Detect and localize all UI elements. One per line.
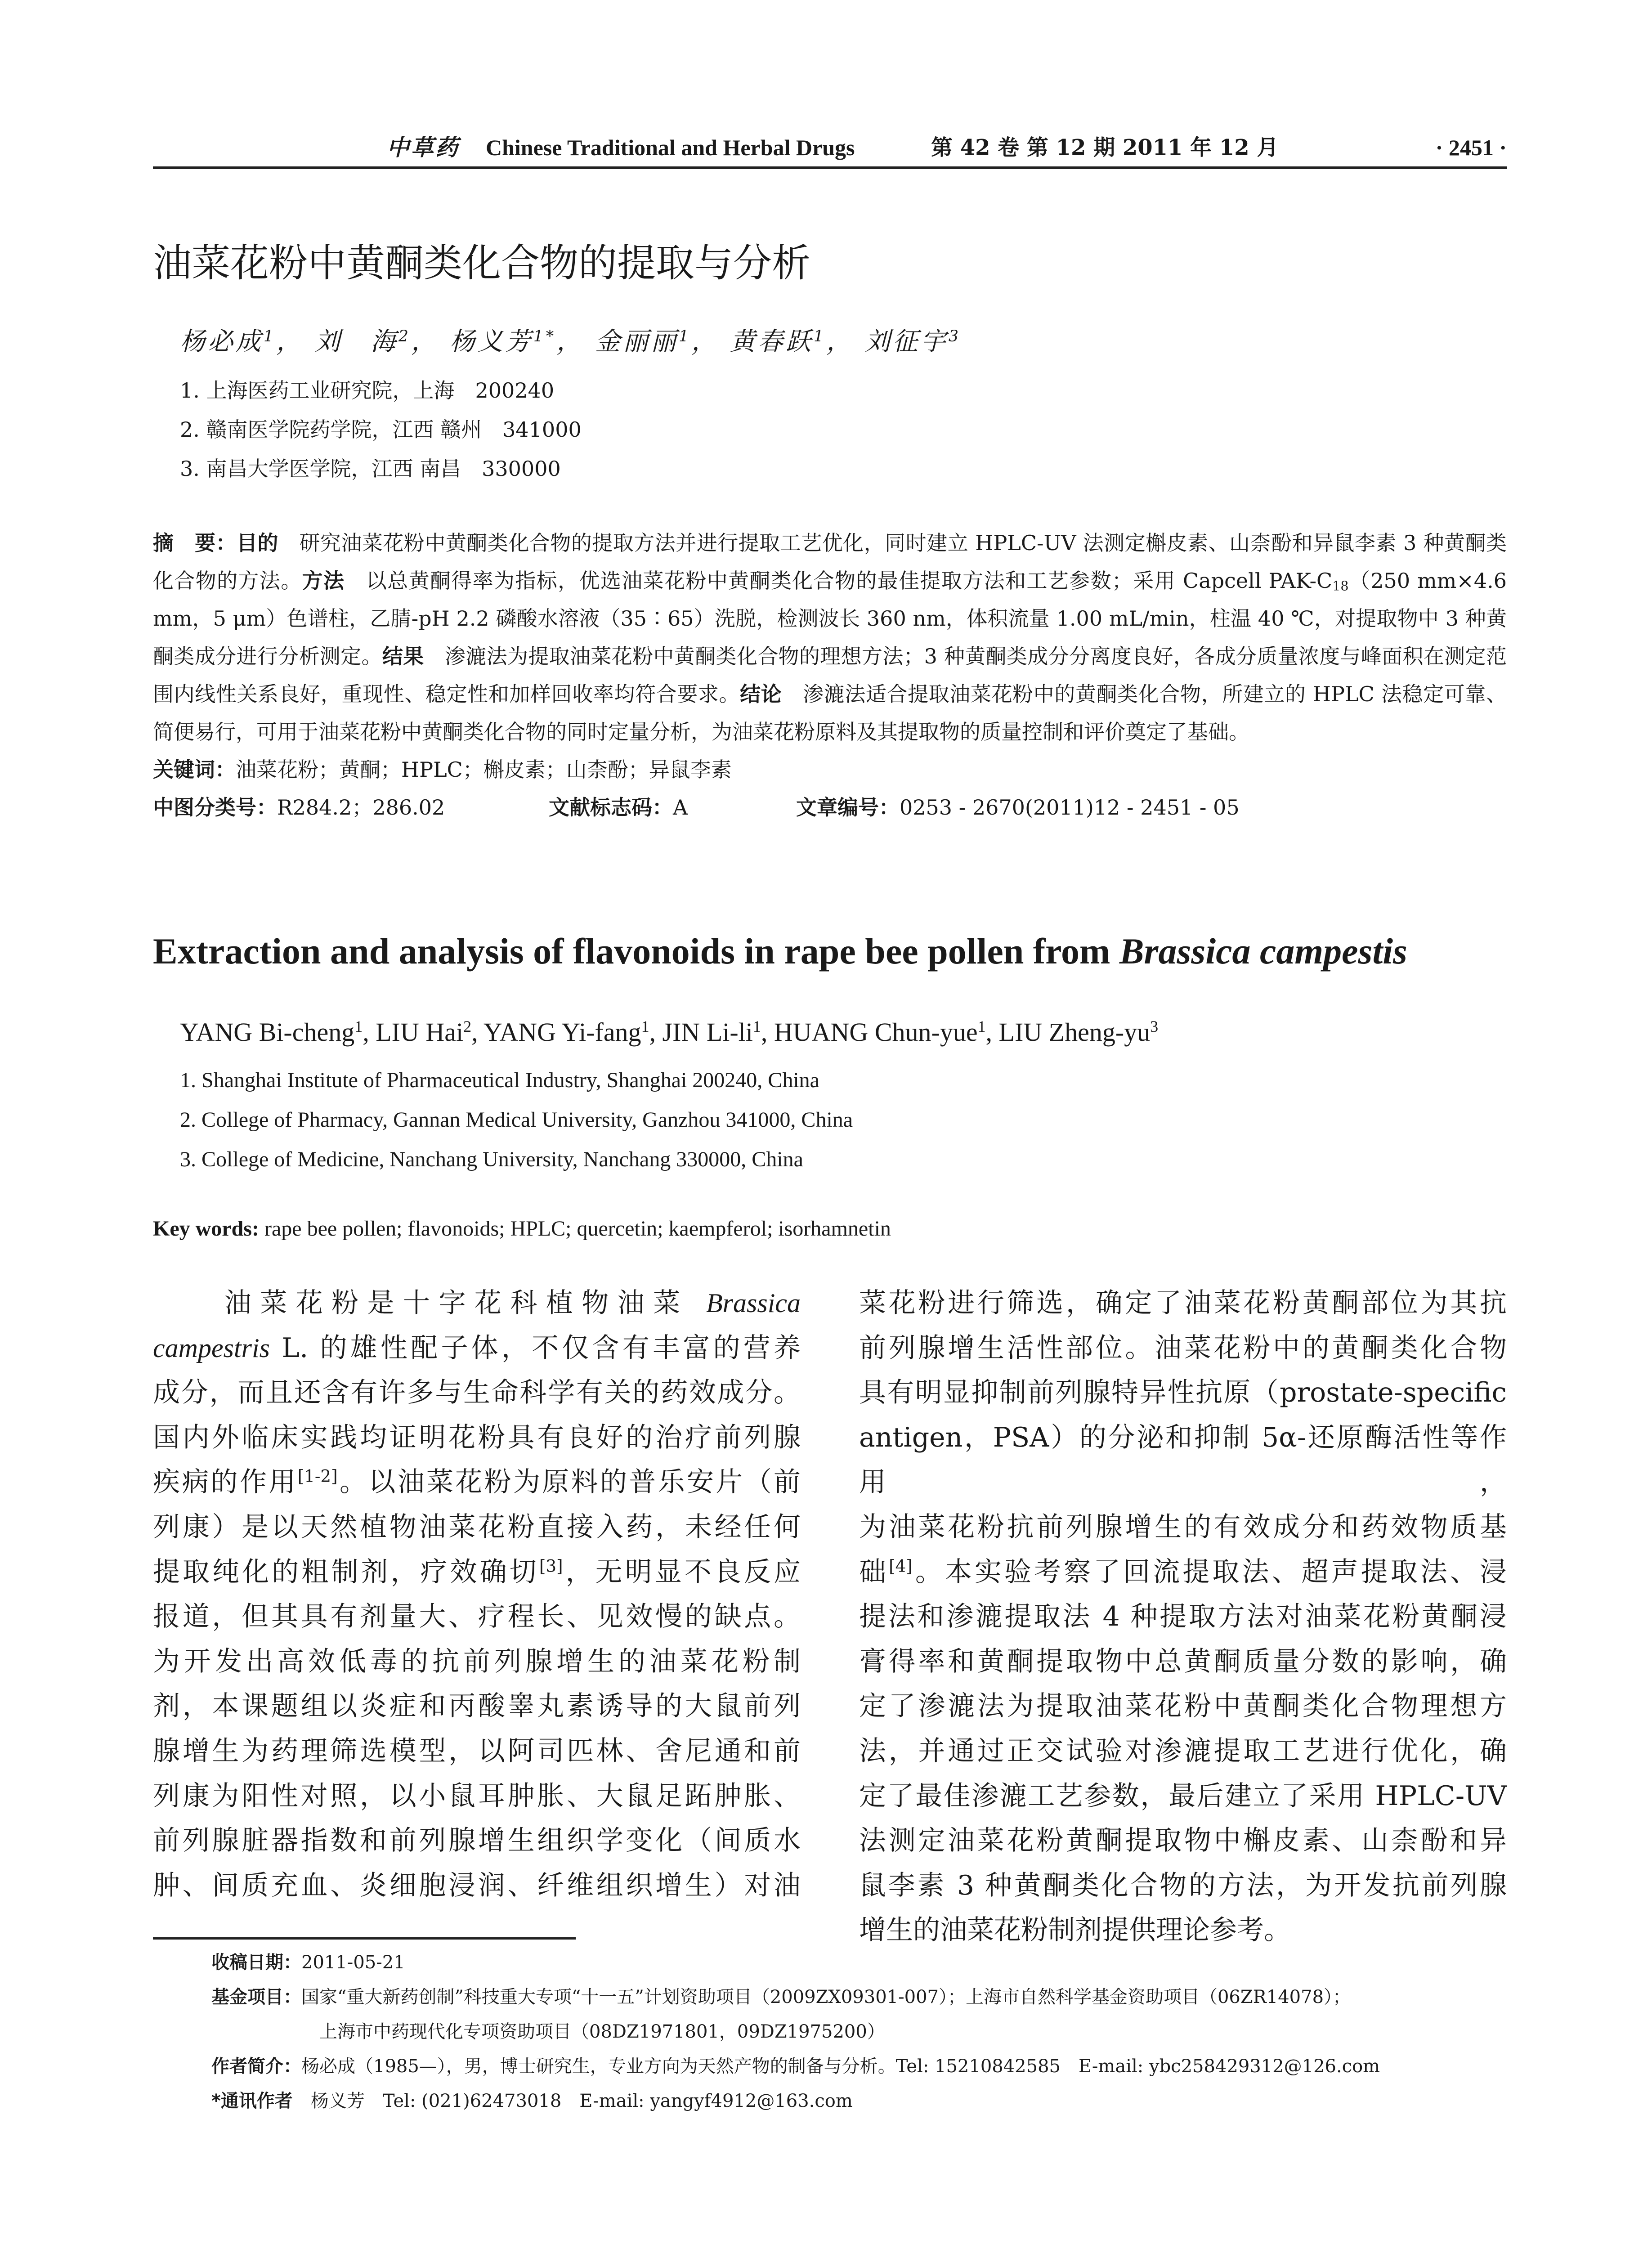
keywords-en-text: rape bee pollen; flavonoids; HPLC; quercetin; kaempferol; isorhamnetin (259, 1217, 891, 1241)
body-text-segment: campestris (153, 1333, 270, 1363)
body-line (859, 1326, 1507, 1371)
body-text-segment: 肿、间质充血、炎细胞浸润、纤维组织增生）对油 (153, 1869, 801, 1901)
footnote-received: 收稿日期：2011-05-21 (211, 1952, 405, 1973)
body-text-segment: 前列腺脏器指数和前列腺增生组织学变化（间质水 (153, 1825, 801, 1857)
affiliations-cn (180, 371, 582, 488)
author-cn: 金丽丽$^1$， (595, 327, 720, 356)
body-line (153, 1774, 801, 1819)
body-text-segment: 定了最佳渗漉工艺参数，最后建立了采用 HPLC-UV (859, 1780, 1507, 1812)
body-line (153, 1864, 801, 1909)
conclusion-label: 结论 (740, 682, 782, 706)
conclusion-text: 渗漉法适合提取油菜花粉中的黄酮类化合物，所建立的 HPLC 法稳定可靠、简便易行，可用于油菜花粉中黄酮类化合物的同时定量分析，为油菜花粉原料及其提取物的质量控制和评价奠定了基础。 (153, 682, 1507, 744)
body-line (153, 1326, 801, 1371)
footnotes (211, 1945, 1507, 2119)
body-text-segment: 为开发出高效低毒的抗前列腺增生的油菜花粉制 (153, 1645, 801, 1677)
author-cn: 杨义芳$^{1*}$， (449, 327, 585, 356)
footnote-rule (153, 1937, 576, 1940)
body-text-segment: 。以油菜花粉为原料的普乐安片（前 (337, 1466, 801, 1498)
clc-field: 中图分类号：R284.2；286.02 (153, 795, 445, 820)
body-line (859, 1819, 1507, 1864)
body-text-segment: Brassica (706, 1288, 801, 1318)
body-text-segment: ，无明显不良反应 (563, 1556, 801, 1588)
authors-en (180, 1012, 1158, 1053)
title-en (153, 927, 1407, 976)
body-line (153, 1371, 801, 1416)
body-line (859, 1864, 1507, 1909)
body-line (859, 1371, 1507, 1416)
body-text-segment: [1-2] (297, 1466, 338, 1486)
body-line (153, 1416, 801, 1461)
body-text-segment: 提取纯化的粗制剂，疗效确切 (153, 1556, 539, 1588)
journal-name-en: Chinese Traditional and Herbal Drugs (486, 135, 855, 160)
keywords-cn-text: 油菜花粉；黄酮；HPLC；槲皮素；山柰酚；异鼠李素 (236, 757, 732, 782)
body-text-segment: 列康为阳性对照，以小鼠耳肿胀、大鼠足跖肿胀、 (153, 1780, 801, 1812)
body-text-segment: 具有明显抑制前列腺特异性抗原（prostate-specific (859, 1377, 1507, 1409)
body-line (859, 1640, 1507, 1685)
journal-name-cn: 中草药 (387, 134, 460, 161)
affiliation-cn: 2. 赣南医学院药学院，江西 赣州 341000 (180, 417, 582, 442)
body-line (859, 1774, 1507, 1819)
body-text-segment: 国内外临床实践均证明花粉具有良好的治疗前列腺 (153, 1421, 801, 1453)
footnote-author: 作者简介：杨必成（1985—），男，博士研究生，专业方向为天然产物的制备与分析。Tel: 15210842585 E-mail: ybc258429312@126.com (211, 2056, 1380, 2077)
author-cn: 杨必成$^1$， (180, 327, 304, 356)
title-en-text: Extraction and analysis of flavonoids in rape bee pollen from (153, 931, 1119, 972)
objective-label: 目的 (236, 531, 278, 555)
body-line (859, 1729, 1507, 1774)
body-text-segment: 剂，本课题组以炎症和丙酸睾丸素诱导的大鼠前列 (153, 1690, 801, 1722)
body-line (153, 1684, 801, 1729)
results-text: 渗漉法为提取油菜花粉中黄酮类化合物的理想方法；3 种黄酮类成分分离度良好，各成分质量浓度与峰面积在测定范围内线性关系良好，重现性、稳定性和加样回收率均符合要求。 (153, 644, 1507, 706)
body-line (153, 1281, 801, 1326)
body-text-segment: antigen，PSA）的分泌和抑制 5α-还原酶活性等作用， (859, 1421, 1507, 1498)
body-line (153, 1640, 801, 1685)
author-cn: 刘 海$^2$， (314, 327, 439, 356)
footnote-fund-cont: 上海市中药现代化专项资助项目（08DZ1971801，09DZ1975200） (319, 2021, 885, 2042)
body-line (153, 1595, 801, 1640)
body-line (153, 1505, 801, 1550)
body-text-segment: 列康）是以天然植物油菜花粉直接入药，未经任何 (153, 1511, 801, 1543)
doc-code-field: 文献标志码：A (549, 795, 688, 820)
footnote-fund: 基金项目：国家“重大新药创制”科技重大专项“十一五”计划资助项目（2009ZX09301-007）；上海市自然科学基金资助项目（06ZR14078）； (211, 1987, 1351, 2007)
author-en: JIN $Li-li^1$, (662, 1017, 774, 1047)
article-number-field: 文章编号：0253 - 2670(2011)12 - 2451 - 05 (796, 795, 1240, 820)
body-text-segment: [4] (889, 1556, 913, 1576)
author-en: YANG Yi-fang$^1$, (483, 1017, 663, 1047)
body-line (153, 1550, 801, 1595)
author-en: YANG Bi-cheng$^1$, (180, 1017, 376, 1047)
keywords-en-label: Key words: (153, 1217, 259, 1241)
author-en: HUANG Chun-yue$^1$, (774, 1017, 999, 1047)
keywords-en (153, 1210, 891, 1248)
body-text-segment: 腺增生为药理筛选模型，以阿司匹林、舍尼通和前 (153, 1735, 801, 1767)
author-cn: 刘征宇$^3$ (864, 327, 961, 356)
body-text-segment: 。本实验考察了回流提取法、超声提取法、浸 (912, 1556, 1507, 1588)
title-cn: 油菜花粉中黄酮类化合物的提取与分析 (153, 241, 810, 286)
affiliation-en: 1. Shanghai Institute of Pharmaceutical Industry, Shanghai 200240, China (180, 1068, 819, 1092)
abstract-label: 摘 要： (153, 531, 237, 555)
body-text-segment: 成分，而且还含有许多与生命科学有关的药效成分。 (153, 1377, 801, 1409)
affiliation-en: 2. College of Pharmacy, Gannan Medical University, Ganzhou 341000, China (180, 1108, 853, 1132)
body-text-segment: 报道，但其具有剂量大、疗程长、见效慢的缺点。 (153, 1601, 801, 1633)
affiliation-en: 3. College of Medicine, Nanchang University, Nanchang 330000, China (180, 1147, 803, 1171)
body-text-segment: 增生的油菜花粉制剂提供理论参考。 (859, 1914, 1291, 1946)
body-text-segment: 前列腺增生活性部位。油菜花粉中的黄酮类化合物 (859, 1332, 1507, 1364)
authors-cn (180, 322, 961, 362)
issue-info: 第 42 卷 第 12 期 2011 年 12 月 (931, 135, 1279, 160)
body-text-segment: [3] (539, 1556, 563, 1576)
body-line (859, 1505, 1507, 1550)
body-text-segment: 疾病的作用 (153, 1466, 298, 1498)
body-text-segment: 定了渗漉法为提取油菜花粉中黄酮类化合物理想方 (859, 1690, 1507, 1722)
body-line (153, 1729, 801, 1774)
author-en: LIU Zheng-$yu^3$ (998, 1017, 1159, 1047)
body-line (859, 1416, 1507, 1505)
body-text-segment: 油菜花粉是十字花科植物油菜 (153, 1287, 706, 1319)
body-text-segment: 菜花粉进行筛选，确定了油菜花粉黄酮部位为其抗 (859, 1287, 1507, 1319)
footnote-corresponding: *通讯作者 杨义芳 Tel: (021)62473018 E-mail: yangyf4912@163.com (211, 2091, 853, 2111)
body-text-segment: 提法和渗漉提取法 4 种提取方法对油菜花粉黄酮浸 (859, 1601, 1507, 1633)
author-cn: 黄春跃$^1$， (730, 327, 855, 356)
body-text-segment: 为油菜花粉抗前列腺增生的有效成分和药效物质基 (859, 1511, 1507, 1543)
abstract-cn (153, 524, 1507, 826)
body-text-segment: 法，并通过正交试验对渗漉提取工艺进行优化，确 (859, 1735, 1507, 1767)
body-text-segment: 法测定油菜花粉黄酮提取物中槲皮素、山柰酚和异 (859, 1825, 1507, 1857)
body-line (153, 1460, 801, 1505)
body-column-left (153, 1281, 801, 1908)
header-rule (153, 166, 1507, 169)
author-en: LIU Hai$^2$, (376, 1017, 484, 1047)
running-header (153, 130, 1507, 166)
keywords-cn-label: 关键词： (153, 757, 236, 782)
objective-text: 研究油菜花粉中黄酮类化合物的提取方法并进行提取工艺优化，同时建立 HPLC-UV 法测定槲皮素、山柰酚和异鼠李素 3 种黄酮类化合物的方法。 (153, 531, 1507, 593)
page-number: · 2451 · (1435, 135, 1507, 160)
body-text-segment: 鼠李素 3 种黄酮类化合物的方法，为开发抗前列腺 (859, 1869, 1507, 1901)
results-label: 结果 (382, 644, 424, 668)
body-line (859, 1595, 1507, 1640)
classification-line (153, 788, 1507, 826)
body-line (153, 1819, 801, 1864)
body-line (859, 1684, 1507, 1729)
body-text-segment: 础 (859, 1556, 889, 1588)
body-text-segment: 膏得率和黄酮提取物中总黄酮质量分数的影响，确 (859, 1645, 1507, 1677)
body-column-right (859, 1281, 1507, 1953)
methods-text: 以总黄酮得率为指标，优选油菜花粉中黄酮类化合物的最佳提取方法和工艺参数；采用 Capcell PAK-C (345, 569, 1333, 593)
body-line (859, 1281, 1507, 1326)
affiliation-cn: 1. 上海医药工业研究院，上海 200240 (180, 378, 555, 403)
body-line (859, 1550, 1507, 1595)
methods-label: 方法 (302, 569, 345, 593)
affiliation-cn: 3. 南昌大学医学院，江西 南昌 330000 (180, 457, 561, 481)
affiliations-en (180, 1061, 853, 1179)
methods-subscript: 18 (1332, 578, 1349, 594)
body-text-segment: L. 的雄性配子体，不仅含有丰富的营养 (269, 1332, 801, 1364)
title-en-species: Brassica campestis (1119, 931, 1407, 972)
keywords-cn (153, 751, 1507, 788)
methods-text-cont: （250 mm×4.6 mm，5 μm）色谱柱，乙腈-pH 2.2 磷酸水溶液（35∶65）洗脱，检测波长 360 nm，体积流量 1.00 mL/min，柱温 40 ℃，对提取物中 3 种黄酮类成分进行分析测定。 (153, 569, 1507, 668)
